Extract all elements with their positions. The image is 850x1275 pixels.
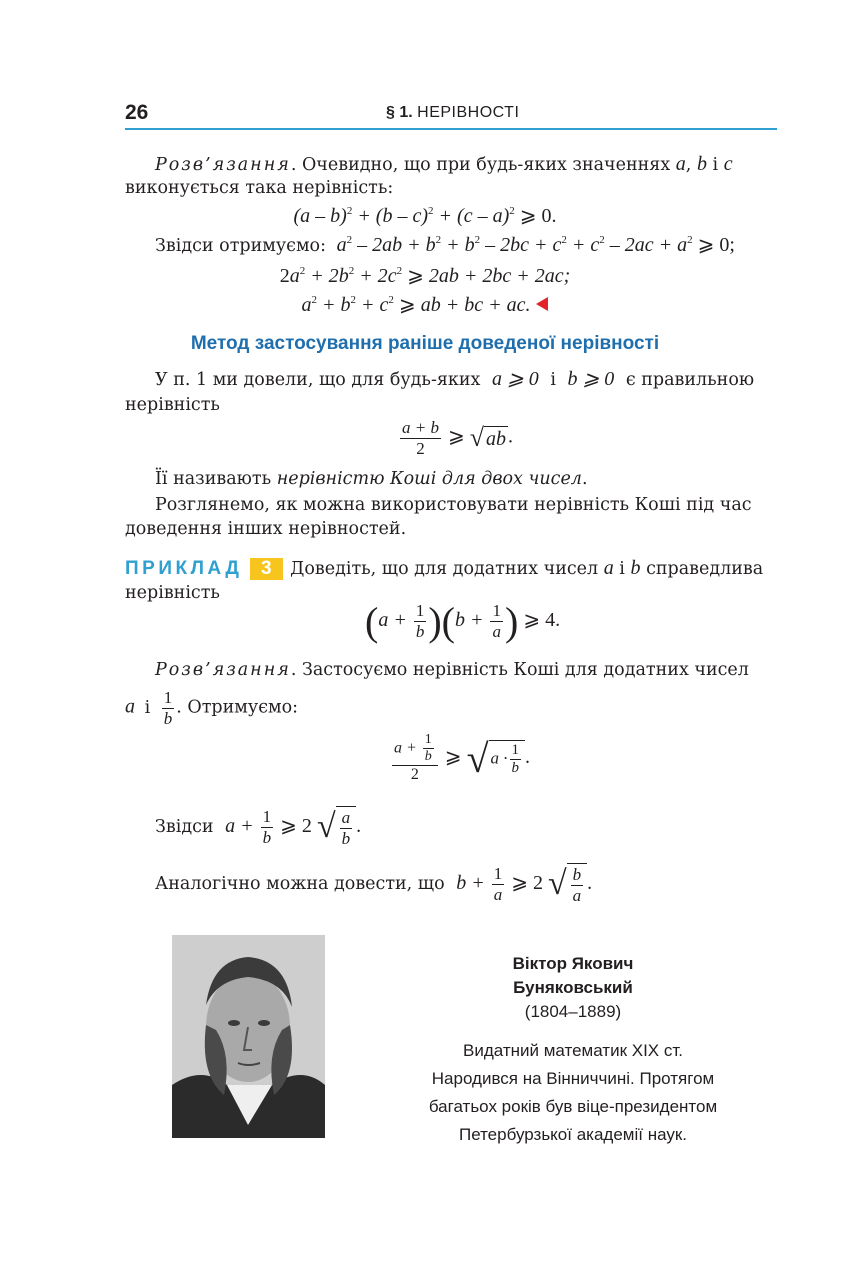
bio-name-line1: Віктор Якович — [512, 954, 634, 973]
example-text-end: справедлива — [646, 559, 764, 579]
method-line1 — [155, 366, 754, 391]
cauchy-named-line: Її називають нерівністю Коші для двох чисел. — [155, 469, 588, 489]
solution-label: Розв’язання — [155, 155, 291, 175]
formula-squares: (a – b)$^2$ + (b – c)$^2$ + (c – a)$^2$ ⩾ 0. — [293, 205, 557, 227]
bio-text1: Видатний математик XIX ст. — [462, 1041, 683, 1060]
solution2-cauchy: a + $\frac{1}{b}$ 2 ⩾ √ a · $\frac{1}{b}$ . — [394, 732, 531, 784]
method-para2-line1: Розглянемо, як можна використовувати нерівність Коші під час — [155, 495, 752, 515]
conj-and: і — [550, 370, 556, 390]
solution2-similar: Аналогічно можна довести, що b + $\frac{1}{a}$ ⩾ 2 √ $\frac{b}{a}$ . — [155, 864, 593, 905]
example-label: ПРИКЛАД — [125, 558, 243, 579]
var-b: b — [630, 557, 641, 579]
conj-and: і — [619, 559, 625, 579]
method-text-end: є правильною — [625, 370, 755, 390]
named-term: нерівністю Коші для двох чисел — [276, 469, 582, 489]
conj-and: і — [712, 155, 719, 175]
cauchy-numerator: a + b — [402, 418, 439, 437]
example-number-badge: 3 — [250, 558, 283, 580]
solution2-hence: Звідси a + $\frac{1}{b}$ ⩾ 2 √ $\frac{a}{b}$ . — [155, 807, 362, 848]
running-header — [386, 104, 519, 122]
bio-years: (1804–1889) — [524, 1002, 622, 1021]
solution1-text: . Очевидно, що при будь-яких значеннях — [290, 155, 671, 175]
bio-text3: багатьох років був віце-президентом — [428, 1097, 718, 1116]
therefore-text: Звідси отримуємо: — [155, 236, 326, 256]
cond-b: b ⩾ 0 — [567, 368, 615, 390]
example-header-line — [125, 557, 763, 580]
var-a: a — [675, 153, 686, 175]
solution2-text: . Застосуємо нерівність Коші для додатних чисел — [290, 660, 749, 680]
formula-expanded: $a^2 - 2ab + b^2 + b^2 - 2bc + c^2 + c^2 - 2ac + a^2$ ⩾ 0; — [336, 234, 735, 256]
bio-text2: Народився на Вінниччині. Протягом — [431, 1069, 715, 1088]
bio-text4: Петербурзької академії наук. — [458, 1125, 688, 1144]
formula-doubled: $2a^2 + 2b^2 + 2c^2$ ⩾ 2ab + 2bc + 2ac; — [279, 265, 571, 287]
bio-name-line2: Буняковський — [513, 978, 633, 997]
cauchy-inequality: $\frac{a + b}{2}$ ⩾ √ ab . — [402, 418, 514, 458]
end-of-solution-marker — [536, 297, 548, 311]
var-a: a — [603, 557, 614, 579]
solution-label: Розв’язання — [155, 660, 291, 680]
header-rule — [125, 128, 777, 130]
solution2-line2: a і $\frac{1}{b}$ . Отримуємо: — [125, 688, 299, 728]
solution1-line3 — [155, 232, 735, 257]
formula-result: $a^2 + b^2 + c^2$ ⩾ ab + bc + ac. — [0, 292, 850, 317]
method-text-start: У п. 1 ми довели, що для будь-яких — [155, 370, 481, 390]
example-text-start: Доведіть, що для додатних чисел — [290, 559, 599, 579]
cauchy-rel: ⩾ — [447, 425, 465, 448]
example-line2: нерівність — [125, 583, 220, 603]
solution1-line2: виконується така нерівність: — [125, 178, 394, 198]
comma: , — [685, 155, 692, 175]
solution2-line1 — [155, 660, 749, 680]
example-formula: (a + $\frac{1}{b}$ )(b + $\frac{1}{a}$ ) ⩾ 4. — [365, 599, 561, 644]
cauchy-denominator: 2 — [416, 438, 425, 458]
cauchy-radicand: ab — [486, 427, 507, 450]
named-start: Її називають — [155, 469, 272, 489]
section-title: НЕРІВНОСТІ — [417, 104, 520, 121]
var-b: b — [696, 153, 707, 175]
page-number: 26 — [125, 101, 149, 124]
portrait-image — [172, 935, 325, 1138]
method-heading: Метод застосування раніше доведеної нерівності — [190, 333, 660, 354]
method-para2-line2: доведення інших нерівностей. — [125, 519, 407, 539]
section-mark: § 1. — [386, 104, 413, 121]
cond-a: a ⩾ 0 — [491, 368, 539, 390]
solution1-line1 — [155, 153, 733, 176]
method-line2: нерівність — [125, 395, 220, 415]
var-c: c — [723, 153, 733, 175]
